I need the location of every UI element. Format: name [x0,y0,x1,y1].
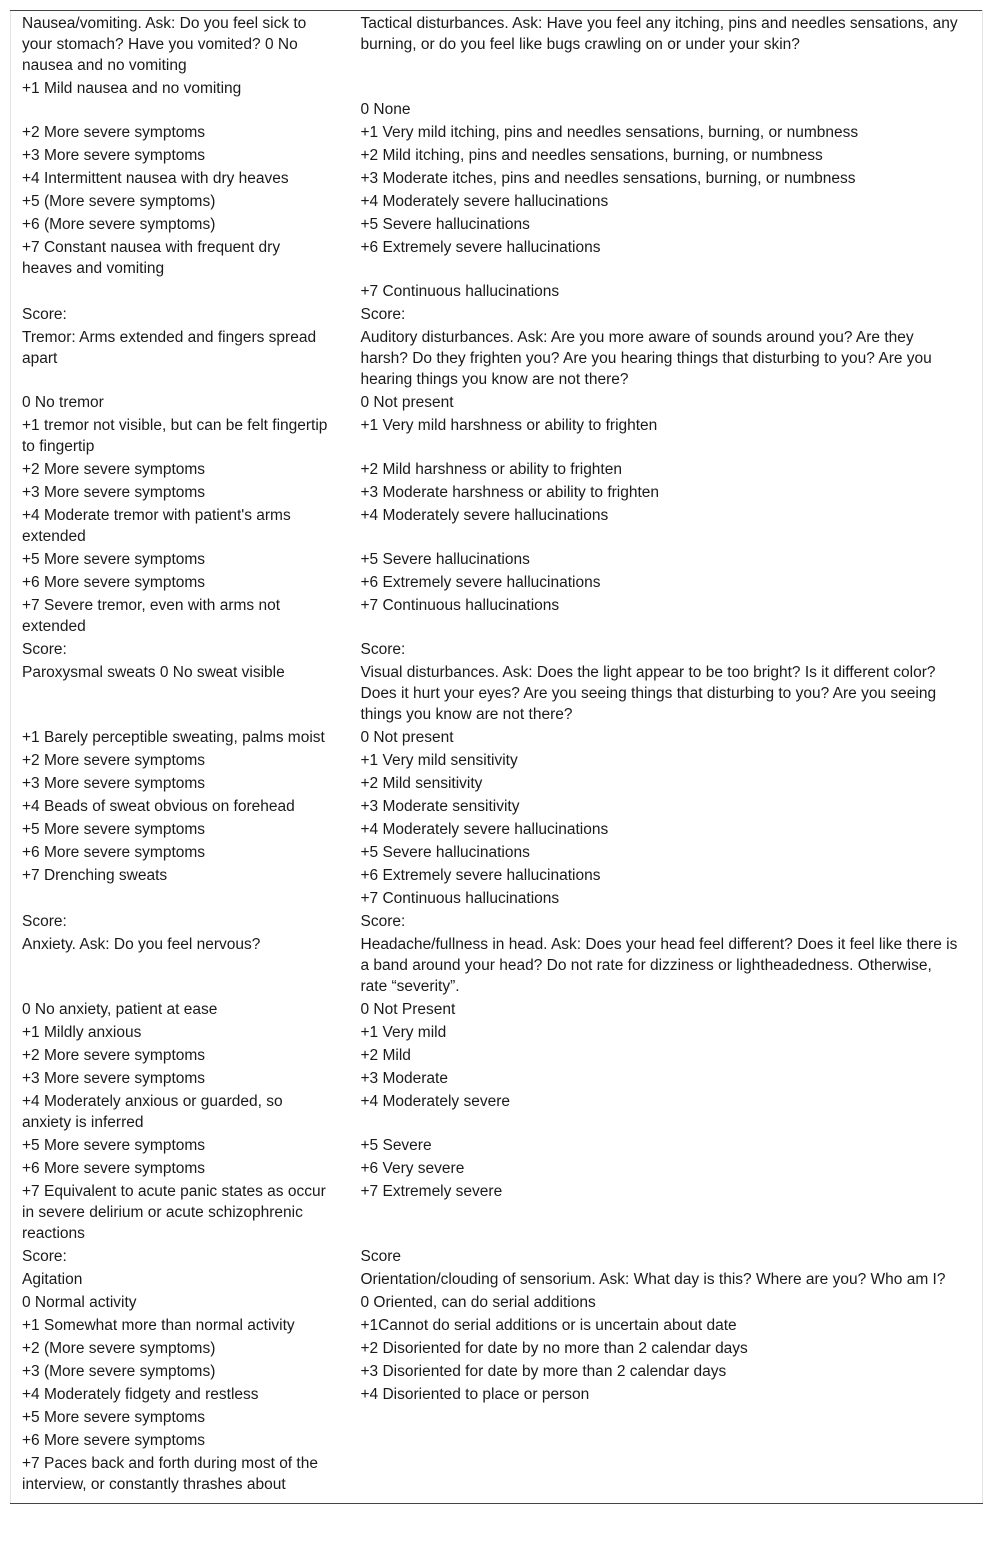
table-row [11,1361,983,1384]
left-cell: +3 More severe symptoms [22,484,206,501]
table-row [11,168,983,191]
left-cell: +5 (More severe symptoms) [22,193,216,210]
table-row [11,1384,983,1407]
left-cell: Nausea/vomiting. Ask: Do you feel sick to your stomach? Have you vomited? 0 No nausea and no vomiting [22,15,307,74]
right-cell: +1 Very mild sensitivity [360,752,518,769]
left-cell [11,888,350,911]
left-cell: +7 Drenching sweats [22,867,168,884]
left-cell: +5 More severe symptoms [22,821,206,838]
right-cell: 0 Not present [360,394,454,411]
left-cell: +2 (More severe symptoms) [22,1340,216,1357]
left-cell: +1 tremor not visible, but can be felt fingertip to fingertip [22,417,328,455]
table-row [11,1453,983,1504]
left-cell: +5 More severe symptoms [22,1409,206,1426]
right-cell: +2 Mild sensitivity [360,775,483,792]
table-row [11,911,983,934]
left-cell: +4 Moderate tremor with patient's arms extended [22,507,291,545]
table-row [11,1045,983,1068]
left-cell: Agitation [22,1271,83,1288]
right-cell: Score: [360,306,406,323]
right-cell: Headache/fullness in head. Ask: Does your head feel different? Does it feel like there is a band around your head? Do not rate for dizziness or lightheadedness. Otherwise, rate “severity”. [360,936,958,995]
right-cell: +2 Mild itching, pins and needles sensations, burning, or numbness [360,147,823,164]
table-row [11,214,983,237]
table-row [11,237,983,281]
right-cell: +3 Moderate itches, pins and needles sensations, burning, or numbness [360,170,856,187]
right-cell: +3 Moderate sensitivity [360,798,520,815]
left-cell: +7 Severe tremor, even with arms not extended [22,597,281,635]
left-cell: +2 More severe symptoms [22,1047,206,1064]
right-cell: +1 Very mild itching, pins and needles sensations, burning, or numbness [360,124,859,141]
table-row [11,796,983,819]
table-row [11,1407,983,1430]
table-row [11,145,983,168]
right-cell: +3 Disoriented for date by more than 2 calendar days [360,1363,727,1380]
right-cell: Score: [360,913,406,930]
table-row [11,1315,983,1338]
right-cell: Score [360,1248,401,1265]
left-cell: +7 Equivalent to acute panic states as occur in severe delirium or acute schizophrenic reactions [22,1183,326,1242]
right-cell: Orientation/clouding of sensorium. Ask: What day is this? Where are you? Who am I? [360,1271,946,1288]
left-cell: Paroxysmal sweats 0 No sweat visible [22,664,285,681]
left-cell: +6 More severe symptoms [22,1432,206,1449]
table-row [11,415,983,459]
table-row [11,842,983,865]
right-cell: +6 Extremely severe hallucinations [360,574,601,591]
left-cell: +4 Moderately fidgety and restless [22,1386,259,1403]
left-cell: 0 No tremor [22,394,104,411]
right-cell: +4 Moderately severe hallucinations [360,193,609,210]
right-cell: +7 Extremely severe [360,1183,503,1200]
right-cell: +4 Moderately severe [360,1093,510,1110]
right-cell: +4 Disoriented to place or person [360,1386,590,1403]
table-row [11,773,983,796]
right-cell [350,1430,983,1453]
right-cell: +7 Continuous hallucinations [360,597,560,614]
right-cell: +5 Severe [360,1137,432,1154]
left-cell: +4 Moderately anxious or guarded, so anxiety is inferred [22,1093,283,1131]
right-cell: 0 Not present [360,729,454,746]
table-row [11,934,983,999]
right-cell: Auditory disturbances. Ask: Are you more aware of sounds around you? Are they harsh? Do they frighten you? Are you hearing things that disturbing to you? Are you hearing things you know are not there? [360,329,932,388]
left-cell: 0 No anxiety, patient at ease [22,1001,218,1018]
table-row [11,392,983,415]
withdrawal-assessment-table [10,10,983,1504]
right-cell: +4 Moderately severe hallucinations [360,507,609,524]
table-row [11,662,983,727]
table-row [11,1181,983,1246]
table-row [11,1068,983,1091]
left-cell: +3 (More severe symptoms) [22,1363,216,1380]
left-cell: +4 Intermittent nausea with dry heaves [22,170,289,187]
left-cell: +2 More severe symptoms [22,461,206,478]
table-row [11,122,983,145]
left-cell: Anxiety. Ask: Do you feel nervous? [22,936,261,953]
right-cell: +5 Severe hallucinations [360,216,530,233]
right-cell: +4 Moderately severe hallucinations [360,821,609,838]
table-row [11,888,983,911]
right-cell: +1 Very mild [360,1024,447,1041]
left-cell: +1 Mildly anxious [22,1024,142,1041]
table-row [11,595,983,639]
table-row [11,865,983,888]
left-cell: +3 More severe symptoms [22,1070,206,1087]
left-cell: +4 Beads of sweat obvious on forehead [22,798,295,815]
ciwa-table-container [10,10,982,1504]
table-row [11,191,983,214]
right-cell: +2 Mild [360,1047,411,1064]
right-cell: +1 Very mild harshness or ability to frighten [360,417,658,434]
left-cell: +2 More severe symptoms [22,124,206,141]
right-cell-text: 0 None [360,101,411,118]
right-cell: +7 Continuous hallucinations [360,890,560,907]
right-cell: Score: [360,641,406,658]
left-cell: Score: [22,1248,67,1265]
table-row [11,750,983,773]
left-cell: +6 More severe symptoms [22,844,206,861]
table-row [11,1135,983,1158]
right-cell: +5 Severe hallucinations [360,844,530,861]
table-row [11,1292,983,1315]
left-cell: +5 More severe symptoms [22,1137,206,1154]
table-row [11,819,983,842]
right-cell: 0 Oriented, can do serial additions [360,1294,596,1311]
table-row [11,1269,983,1292]
right-cell: +1Cannot do serial additions or is uncertain about date [360,1317,737,1334]
table-row [11,549,983,572]
right-cell: Visual disturbances. Ask: Does the light appear to be too bright? Is it different color? Does it hurt your eyes? Are you seeing things that disturbing to you? Are you seeing things you know are not there? [360,664,937,723]
left-cell [11,281,350,304]
right-cell: +6 Extremely severe hallucinations [360,867,601,884]
left-cell: +3 More severe symptoms [22,775,206,792]
left-cell: +6 (More severe symptoms) [22,216,216,233]
left-cell: Score: [22,641,67,658]
left-cell: +5 More severe symptoms [22,551,206,568]
left-cell: +7 Constant nausea with frequent dry heaves and vomiting [22,239,281,277]
table-row [11,572,983,595]
table-row [11,505,983,549]
table-row [11,1091,983,1135]
table-row [11,11,983,79]
left-cell: +7 Paces back and forth during most of the interview, or constantly thrashes about [22,1455,318,1493]
right-cell: +6 Extremely severe hallucinations [360,239,601,256]
left-cell: Score: [22,306,67,323]
right-cell [350,78,983,122]
left-cell: Tremor: Arms extended and fingers spread apart [22,329,317,367]
right-cell: 0 Not Present [360,1001,456,1018]
table-row [11,727,983,750]
table-row [11,459,983,482]
table-row [11,78,983,122]
right-cell: +3 Moderate [360,1070,448,1087]
left-cell: +1 Barely perceptible sweating, palms moist [22,729,325,746]
table-row [11,1158,983,1181]
table-row [11,281,983,304]
table-row [11,304,983,327]
table-row [11,482,983,505]
table-row [11,639,983,662]
left-cell: +2 More severe symptoms [22,752,206,769]
right-cell [350,1453,983,1504]
left-cell: 0 Normal activity [22,1294,137,1311]
right-cell: +6 Very severe [360,1160,465,1177]
left-cell: +3 More severe symptoms [22,147,206,164]
right-cell: +5 Severe hallucinations [360,551,530,568]
table-row [11,1338,983,1361]
left-cell: Score: [22,913,67,930]
right-cell [350,1407,983,1430]
right-cell: +2 Disoriented for date by no more than 2 calendar days [360,1340,748,1357]
left-cell: +1 Mild nausea and no vomiting [22,80,242,97]
right-cell: +7 Continuous hallucinations [360,283,560,300]
table-row [11,999,983,1022]
table-row [11,1022,983,1045]
right-cell: +2 Mild harshness or ability to frighten [360,461,622,478]
left-cell: +1 Somewhat more than normal activity [22,1317,295,1334]
table-row [11,327,983,392]
left-cell: +6 More severe symptoms [22,574,206,591]
table-row [11,1246,983,1269]
left-cell: +6 More severe symptoms [22,1160,206,1177]
right-cell: Tactical disturbances. Ask: Have you feel any itching, pins and needles sensations, any burning, or do you feel like bugs crawling on or under your skin? [360,15,958,53]
table-row [11,1430,983,1453]
right-cell: +3 Moderate harshness or ability to frighten [360,484,660,501]
